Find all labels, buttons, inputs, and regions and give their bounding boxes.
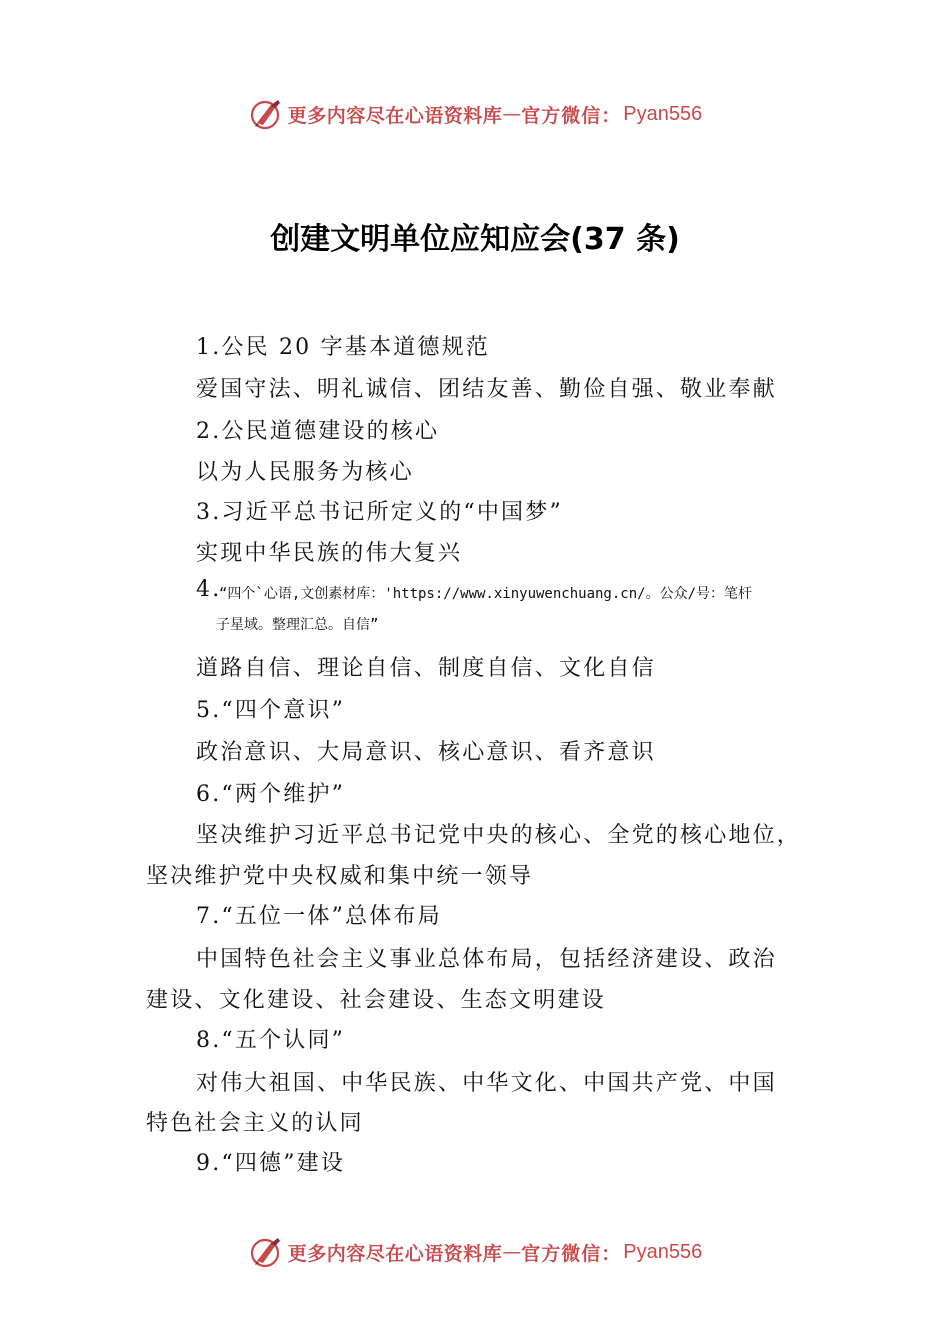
item-9-heading: 9.“四德”建设	[196, 1151, 346, 1176]
pen-logo-icon	[248, 96, 284, 132]
pen-logo-icon	[248, 1234, 284, 1270]
item-4-content: 道路自信、理论自信、制度自信、文化自信	[196, 656, 656, 681]
document-title: 创建文明单位应知应会(37 条)	[270, 222, 680, 257]
banner-wechat-label: 官方微信：	[521, 1242, 622, 1265]
banner-main-text: 更多内容尽在心语资料库	[287, 1242, 503, 1265]
header-banner	[0, 94, 950, 134]
banner-separator: —	[502, 103, 522, 125]
item-3-content: 实现中华民族的伟大复兴	[196, 541, 463, 566]
item-4-number: 4.	[196, 577, 222, 602]
item-6-content-line2: 坚决维护党中央权威和集中统一领导	[146, 864, 534, 889]
banner-wechat-label: 官方微信：	[521, 104, 622, 127]
item-8-content-line1: 对伟大祖国、中华民族、中华文化、中国共产党、中国	[196, 1071, 777, 1096]
banner-wechat-id: Pyan556	[623, 1240, 703, 1263]
item-5-heading: 5.“四个意识”	[196, 698, 346, 723]
banner-wechat-id: Pyan556	[623, 102, 703, 125]
item-2-content: 以为人民服务为核心	[196, 460, 414, 485]
item-2-heading: 2.公民道德建设的核心	[196, 419, 440, 444]
item-6-content-line1: 坚决维护习近平总书记党中央的核心、全党的核心地位，	[196, 823, 802, 848]
item-7-content-line2: 建设、文化建设、社会建设、生态文明建设	[146, 988, 606, 1013]
item-3-heading: 3.习近平总书记所定义的“中国梦”	[196, 500, 563, 525]
item-7-content-line1: 中国特色社会主义事业总体布局，包括经济建设、政治	[196, 947, 777, 972]
footer-banner	[0, 1232, 950, 1272]
item-8-content-line2: 特色社会主义的认同	[146, 1111, 364, 1136]
item-1-heading: 1.公民 20 字基本道德规范	[196, 335, 490, 360]
item-4-heading-line1: “四个`心语,文创素材库：'https://www.xinyuwenchuang.cn/。公众/号：笔杆	[219, 586, 753, 602]
banner-separator: —	[502, 1241, 522, 1263]
item-6-heading: 6.“两个维护”	[196, 782, 346, 807]
item-5-content: 政治意识、大局意识、核心意识、看齐意识	[196, 740, 656, 765]
item-7-heading: 7.“五位一体”总体布局	[196, 904, 442, 929]
item-1-content: 爱国守法、明礼诚信、团结友善、勤俭自强、敬业奉献	[196, 377, 777, 402]
banner-main-text: 更多内容尽在心语资料库	[287, 104, 503, 127]
item-4-heading-line2: 子星域。整理汇总。自信”	[216, 617, 379, 633]
item-8-heading: 8.“五个认同”	[196, 1028, 346, 1053]
